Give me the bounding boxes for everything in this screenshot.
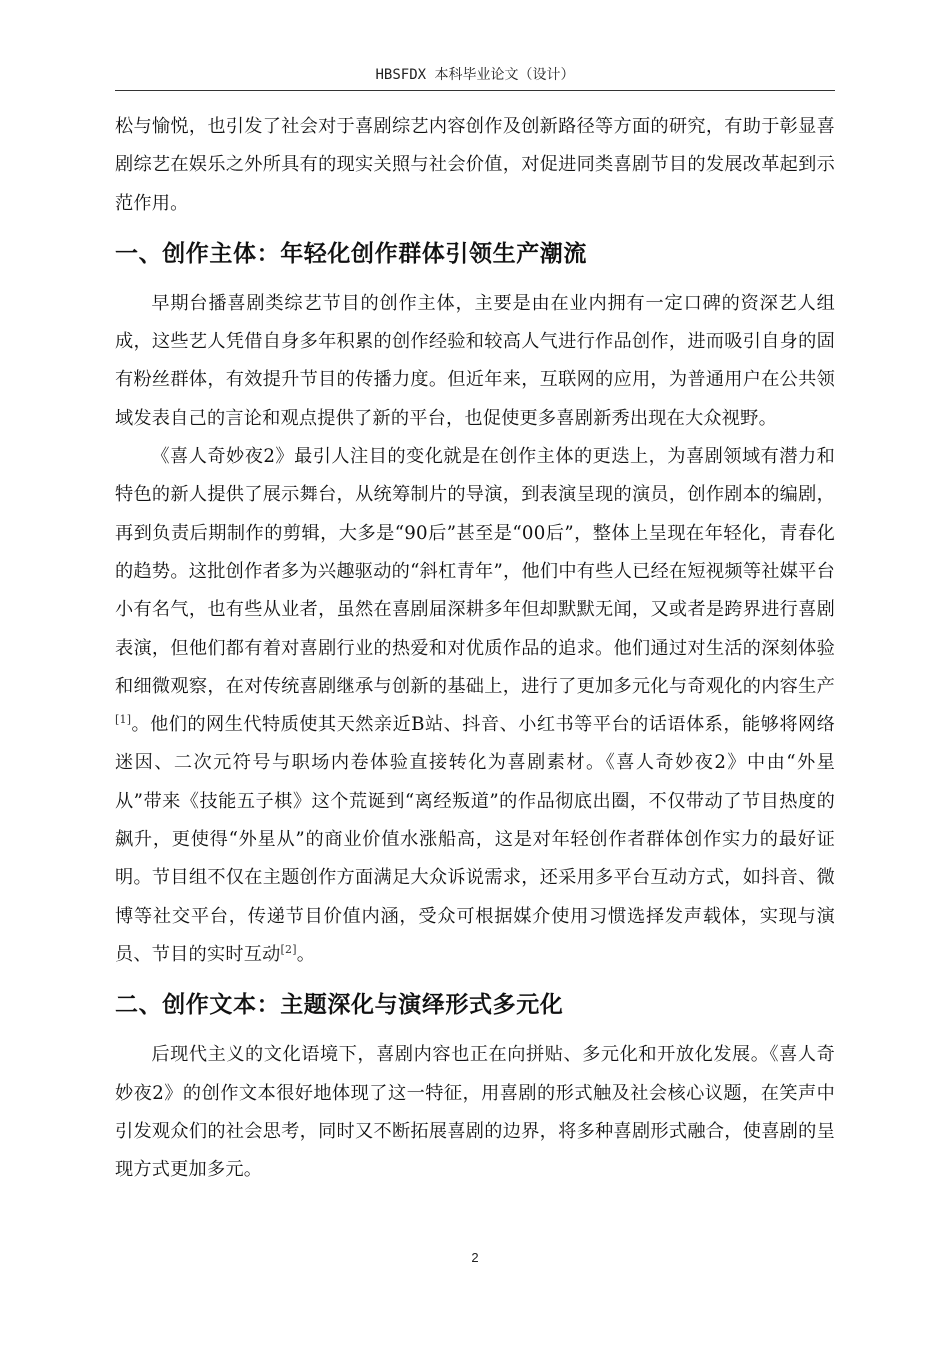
section-heading-2: 二、创作文本：主题深化与演绎形式多元化 [115,992,564,1019]
running-header: HBSFDX 本科毕业论文（设计） [375,67,575,83]
paragraph-text-forms: 后现代主义的文化语境下，喜剧内容也正在向拼贴、多元化和开放化发展。《喜人奇妙夜2》的创作文本很好地体现了这一特征，用喜剧的形式触及社会核心议题，在笑声中引发观众们的社会思考，同时又不断拓展喜剧的边界，将多种喜剧形式融合，使喜剧的呈现方式更加多元。 [115,1044,835,1181]
paragraph-text: 。他们的网生代特质使其天然亲近B站、抖音、小红书等平台的话语体系，能够将网络迷因、二次元符号与职场内卷体验直接转化为喜剧素材。《喜人奇妙夜2》中由“外星从”带来《技能五子棋》这个荒诞到“离经叛道”的作品彻底出圈，不仅带动了节目热度的飙升，更使得“外星从”的商业价值水涨船高，这是对年轻创作者群体创作实力的最好证明。节目组不仅在主题创作方面满足大众诉说需求，还采用多平台互动方式，如抖音、微博等社交平台，传递节目价值内涵，受众可根据媒介使用习惯选择发声载体，实现与演员、节目的实时互动 [115,714,835,965]
paragraph-creators-young [115,438,835,974]
document-body [115,108,835,1189]
citation-2: [2] [280,942,297,956]
paragraph-text: 。 [296,943,316,965]
citation-1: [1] [115,713,132,727]
paragraph-creators-early: 早期台播喜剧类综艺节目的创作主体，主要是由在业内拥有一定口碑的资深艺人组成，这些艺人凭借自身多年积累的创作经验和较高人气进行作品创作，进而吸引自身的固有粉丝群体，有效提升节目的传播力度。但近年来，互联网的应用，为普通用户在公共领域发表自己的言论和观点提供了新的平台，也促使更多喜剧新秀出现在大众视野。 [115,292,835,429]
section-heading-1: 一、创作主体：年轻化创作群体引领生产潮流 [115,240,587,267]
paragraph-intro: 松与愉悦，也引发了社会对于喜剧综艺内容创作及创新路径等方面的研究，有助于彰显喜剧综艺在娱乐之外所具有的现实关照与社会价值，对促进同类喜剧节目的发展改革起到示范作用。 [115,116,835,214]
paragraph-text: 《喜人奇妙夜2》最引人注目的变化就是在创作主体的更迭上，为喜剧领域有潜力和特色的新人提供了展示舞台，从统筹制片的导演，到表演呈现的演员，创作剧本的编剧，再到负责后期制作的剪辑，大多是“90后”甚至是“00后”，整体上呈现在年轻化，青春化的趋势。这批创作者多为兴趣驱动的“斜杠青年”，他们中有些人已经在短视频等社媒平台小有名气，也有些从业者，虽然在喜剧届深耕多年但却默默无闻，又或者是跨界进行喜剧表演，但他们都有着对喜剧行业的热爱和对优质作品的追求。他们通过对生活的深刻体验和细微观察，在对传统喜剧继承与创新的基础上，进行了更加多元化与奇观化的内容生产 [115,446,835,697]
page-number: 2 [471,1250,479,1265]
header-divider [115,90,835,91]
